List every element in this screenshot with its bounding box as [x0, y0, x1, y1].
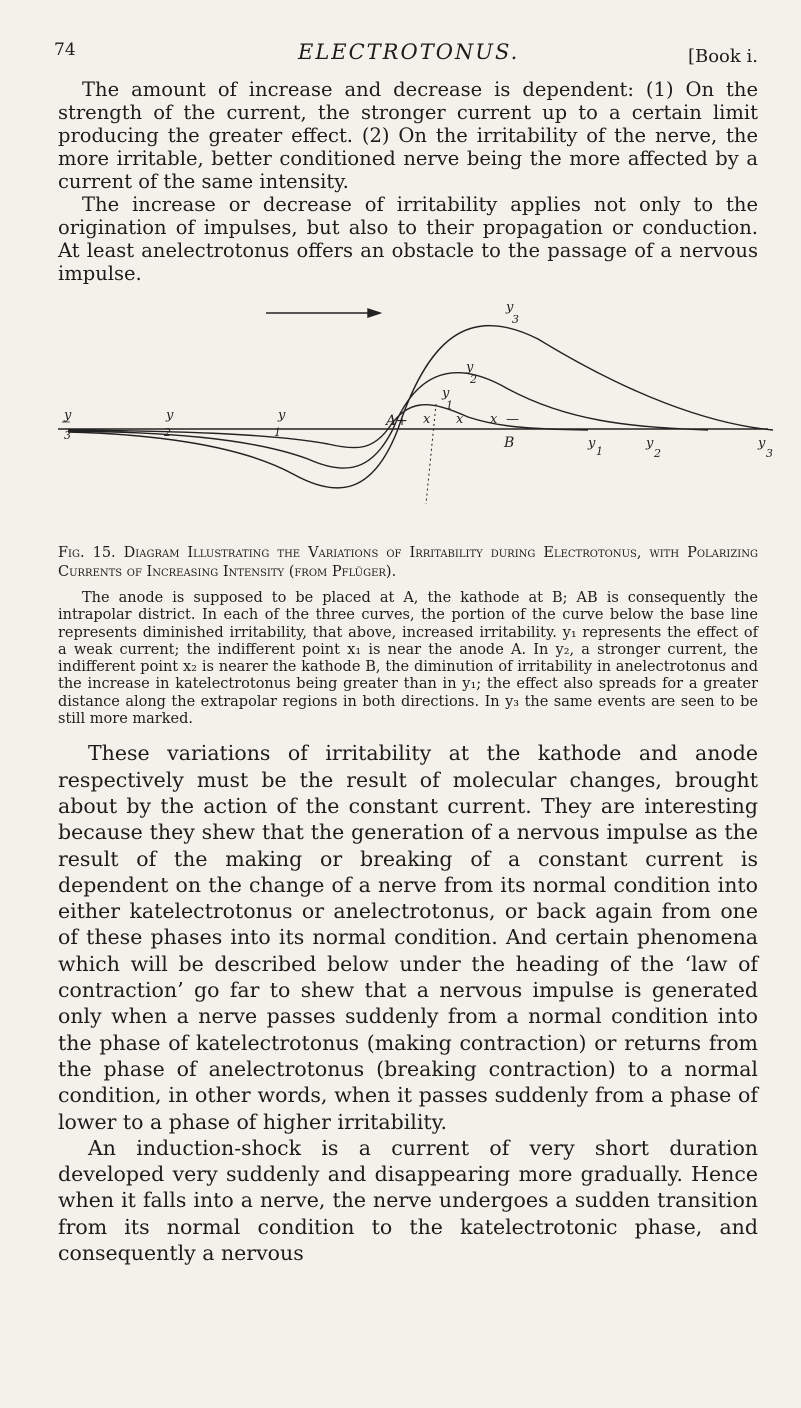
- label-y2-mid: y: [466, 360, 474, 375]
- label-y-left1: y: [278, 408, 286, 423]
- running-title: ELECTROTONUS.: [298, 40, 520, 64]
- paragraph-4: An induction-shock is a current of very short duration developed very suddenly and disappearing more gradually. Hence when it falls into a nerve, the nerve undergoes a sudden transition from its normal condition to the katelectrotonic phase, and consequently a nervous: [58, 1135, 758, 1266]
- label-1-left: 1: [274, 426, 281, 439]
- label-2-right: 2: [654, 447, 661, 460]
- irritability-diagram: [28, 299, 788, 534]
- paragraph-1: The amount of increase and decrease is dependent: (1) On the strength of the current, the stronger current up to a certain limit producing the greater effect. (2) On the irritability of the nerve, the more irritable, better conditioned nerve being the more affected by a current of the same intensity.: [58, 78, 758, 193]
- figure-caption-title: Fig. 15. Diagram Illustrating the Variations of Irritability during Electrotonus, with Polarizing Currents of Increasing Intensity (from Pflüger).: [58, 545, 758, 580]
- figure-caption-body: The anode is supposed to be placed at A, the kathode at B; AB is consequently the intrapolar district. In each of the three curves, the portion of the curve below the base line represents diminished irritability, that above, increased irritability. y₁ represents the effect of a weak current; the indifferent point x₁ is near the anode A. In y₂, a stronger current, the indifferent point x₂ is nearer the kathode B, the diminution of irritability in anelectrotonus and the increase in katelectrotonus being greater than in y₁; the effect also spreads for a greater distance along the extrapolar regions in both directions. In y₃ the same events are seen to be still more marked.: [58, 590, 758, 728]
- label-y-left2: y: [166, 408, 174, 423]
- label-y3-right: y: [758, 436, 766, 451]
- arrow-head: [368, 309, 380, 317]
- label-3-top: 3: [512, 313, 519, 326]
- label-anode: A+: [386, 413, 408, 429]
- book-tag: [Book i.: [687, 46, 758, 67]
- label-2-left: 2: [164, 426, 171, 439]
- figure-15: [58, 299, 773, 534]
- label-y1-mid: y: [442, 386, 450, 401]
- label-3-left: 3: [64, 429, 71, 442]
- label-3-right: 3: [766, 447, 773, 460]
- label-x2: x: [456, 412, 464, 427]
- book-page: [54, 40, 773, 1266]
- label-1-right: 1: [596, 445, 603, 458]
- label-1-mid: 1: [446, 399, 453, 412]
- label-x3: x: [490, 412, 498, 427]
- label-kathode: B: [504, 435, 515, 451]
- label-2-mid: 2: [470, 373, 477, 386]
- label-y3-top: y: [506, 300, 514, 315]
- label-minus: —: [506, 412, 519, 427]
- label-y-left3: y: [64, 408, 72, 423]
- label-y1-right: y: [588, 436, 596, 451]
- paragraph-2: The increase or decrease of irritability applies not only to the origination of impulses, but also to their propagation or conduction. At least anelectrotonus offers an obstacle to the passage of a nervous impulse.: [58, 193, 758, 285]
- page-number: 74: [54, 40, 76, 60]
- curve-y3: [68, 326, 773, 488]
- label-x1: x: [423, 412, 431, 427]
- paragraph-3: These variations of irritability at the kathode and anode respectively must be the result of molecular changes, brought about by the action of the constant current. They are interesting because they shew that the generation of a nervous impulse as the result of the making or breaking of a constant current is dependent on the change of a nerve from its normal condition into either katelectrotonus or anelectrotonus, or back again from one of these phases into its normal condition. And certain phenomena which will be described below under the heading of the ‘law of contraction’ go far to shew that a nervous impulse is generated only when a nerve passes suddenly from a normal condition into the phase of katelectrotonus (making contraction) or returns from the phase of anelectrotonus (breaking contraction) to a normal condition, in other words, when it passes suddenly from a phase of lower to a phase of higher irritability.: [58, 741, 758, 1134]
- page-header: [54, 40, 758, 78]
- label-y2-right: y: [646, 436, 654, 451]
